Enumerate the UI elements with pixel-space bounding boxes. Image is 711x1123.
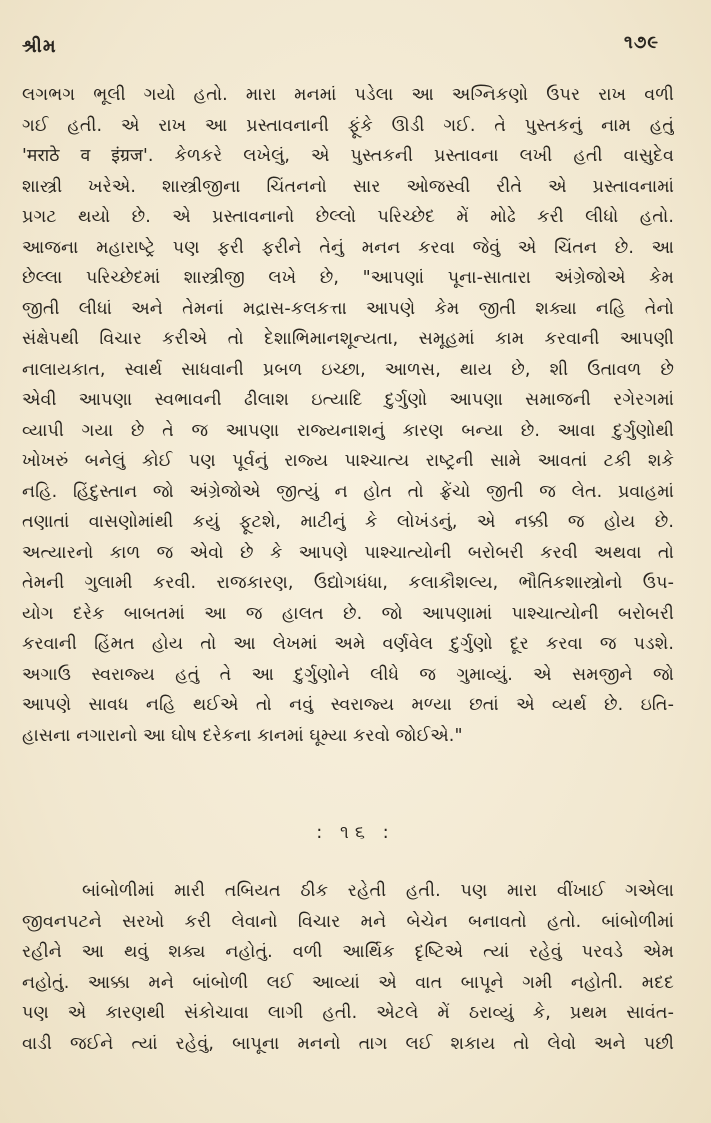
section-number: : ૧૬ : xyxy=(316,822,395,843)
text-line: જીવનપટને સરખો કરી લેવાનો વિચાર મને બેચેન બનાવતો હતો. બાંબોળીમાં xyxy=(22,911,674,932)
text-line: વ્યાપી ગયા છે તે જ આપણા રાજ્યનાશનું કારણ બન્યા છે. આવા દુર્ગુણોથી xyxy=(22,420,674,441)
text-line: છેલ્લા પરિચ્છેદમાં શાસ્ત્રીજી લખે છે, "આપણાં પૂના-સાતારા અંગ્રેજોએ કેમ xyxy=(22,268,674,288)
text-line: જીતી લીધાં અને તેમનાં મદ્રાસ-કલકત્તા આપણે કેમ જીતી શક્યા નહિ તેનો xyxy=(22,298,674,319)
text-line: આપણે સાવધ નહિ થઈએ તો નવું સ્વરાજ્ય મળ્યા છતાં એ વ્યર્થ છે. ઇતિ- xyxy=(22,695,674,715)
text-line: તેમની ગુલામી કરવી. રાજકારણ, ઉદ્યોગધંધા, કલાકૌશલ્ય, ભૌતિકશાસ્ત્રોનો ઉપ- xyxy=(22,573,674,593)
text-line: વાડી જઈને ત્યાં રહેવું, બાપૂના મનનો તાગ લઈ શકાય તો લેવો અને પછી xyxy=(22,1033,674,1054)
text-line: હાસના નગારાનો આ ઘોષ દરેકના કાનમાં ઘૂમ્યા કરવો જોઈએ." xyxy=(22,725,463,746)
text-line: ખોખરું બનેલું કોઈ પણ પૂર્વનું રાજ્ય પાશ્ચાત્ય રાષ્ટ્રની સામે આવતાં ટકી શકે xyxy=(22,451,674,471)
text-line: સંક્ષેપથી વિચાર કરીએ તો દેશાભિમાનશૂન્યતા, સમૂહમાં કામ કરવાની આપણી xyxy=(22,329,674,349)
text-line: નહિ. હિંદુસ્તાન જો અંગ્રેજોએ જીત્યું ન હોત તો ફ્રેંચો જીતી જ લેત. પ્રવાહમાં xyxy=(22,481,674,502)
text-line: પણ એ કારણથી સંકોચાવા લાગી હતી. એટલે મેં ઠરાવ્યું કે, પ્રથમ સાવંત- xyxy=(22,1003,674,1023)
text-line: 'मराठे व इंग्रज'. કેળકરે લખેલું, એ પુસ્તકની પ્રસ્તાવના લખી હતી વાસુદેવ xyxy=(22,146,674,166)
text-line: લગભગ ભૂલી ગયો હતો. મારા મનમાં પડેલા આ અગ્નિકણો ઉપર રાખ વળી xyxy=(22,85,674,105)
text-line: આજના મહારાષ્ટ્રે પણ ફરી ફરીને તેનું મનન કરવા જેવું એ ચિંતન છે. આ xyxy=(22,237,674,258)
text-line: નાલાયકાત, સ્વાર્થ સાધવાની પ્રબળ ઇચ્છા, આળસ, થાય છે, શી ઉતાવળ છે xyxy=(22,359,674,380)
text-line: નહોતું. આક્કા મને બાંબોળી લઈ આવ્યાં એ વાત બાપૂને ગમી નહોતી. મદદ xyxy=(22,972,674,993)
text-line: તણાતાં વાસણોમાંથી કયું ફૂટશે, માટીનું કે લોખંડનું, એ નક્કી જ હોય છે. xyxy=(22,512,674,532)
text-line: પ્રગટ થયો છે. એ પ્રસ્તાવનાનો છેલ્લો પરિચ્છેદ મેં મોઢે કરી લીધો હતો. xyxy=(22,207,674,227)
text-line: ગઈ હતી. એ રાખ આ પ્રસ્તાવનાની ફૂંકે ઊડી ગઈ. તે પુસ્તકનું નામ હતું xyxy=(22,115,674,136)
paragraph-1 xyxy=(22,80,674,751)
text-line: યોગ દરેક બાબતમાં આ જ હાલત છે. જો આપણામાં પાશ્ચાત્યોની બરોબરી xyxy=(22,603,674,624)
page-number: ૧૭૯ xyxy=(624,32,659,53)
text-line: શાસ્ત્રી ખરેએ. શાસ્ત્રીજીના ચિંતનનો સાર ઓજસ્વી રીતે એ પ્રસ્તાવનામાં xyxy=(22,176,674,197)
text-line: બાંબોળીમાં મારી તબિયત ઠીક રહેતી હતી. પણ મારા વીંખાઈ ગએલા xyxy=(82,881,674,901)
text-line: અત્યારનો કાળ જ એવો છે કે આપણે પાશ્ચાત્યોની બરોબરી કરવી અથવા તો xyxy=(22,542,674,563)
paragraph-2 xyxy=(22,876,674,1059)
text-line: કરવાની હિંમત હોય તો આ લેખમાં અમે વર્ણવેલ દુર્ગુણો દૂર કરવા જ પડશે. xyxy=(22,634,674,654)
text-line: રહીને આ થવું શક્ય નહોતું. વળી આર્થિક દૃષ્ટિએ ત્યાં રહેવું પરવડે એમ xyxy=(22,942,674,962)
text-line: એવી આપણા સ્વભાવની ઢીલાશ ઇત્યાદિ દુર્ગુણો આપણા સમાજની રગેરગમાં xyxy=(22,390,674,410)
running-head: શ્રીમ xyxy=(22,36,57,57)
text-line: અગાઉ સ્વરાજ્ય હતું તે આ દુર્ગુણોને લીધે જ ગુમાવ્યું. એ સમજીને જો xyxy=(22,664,674,685)
